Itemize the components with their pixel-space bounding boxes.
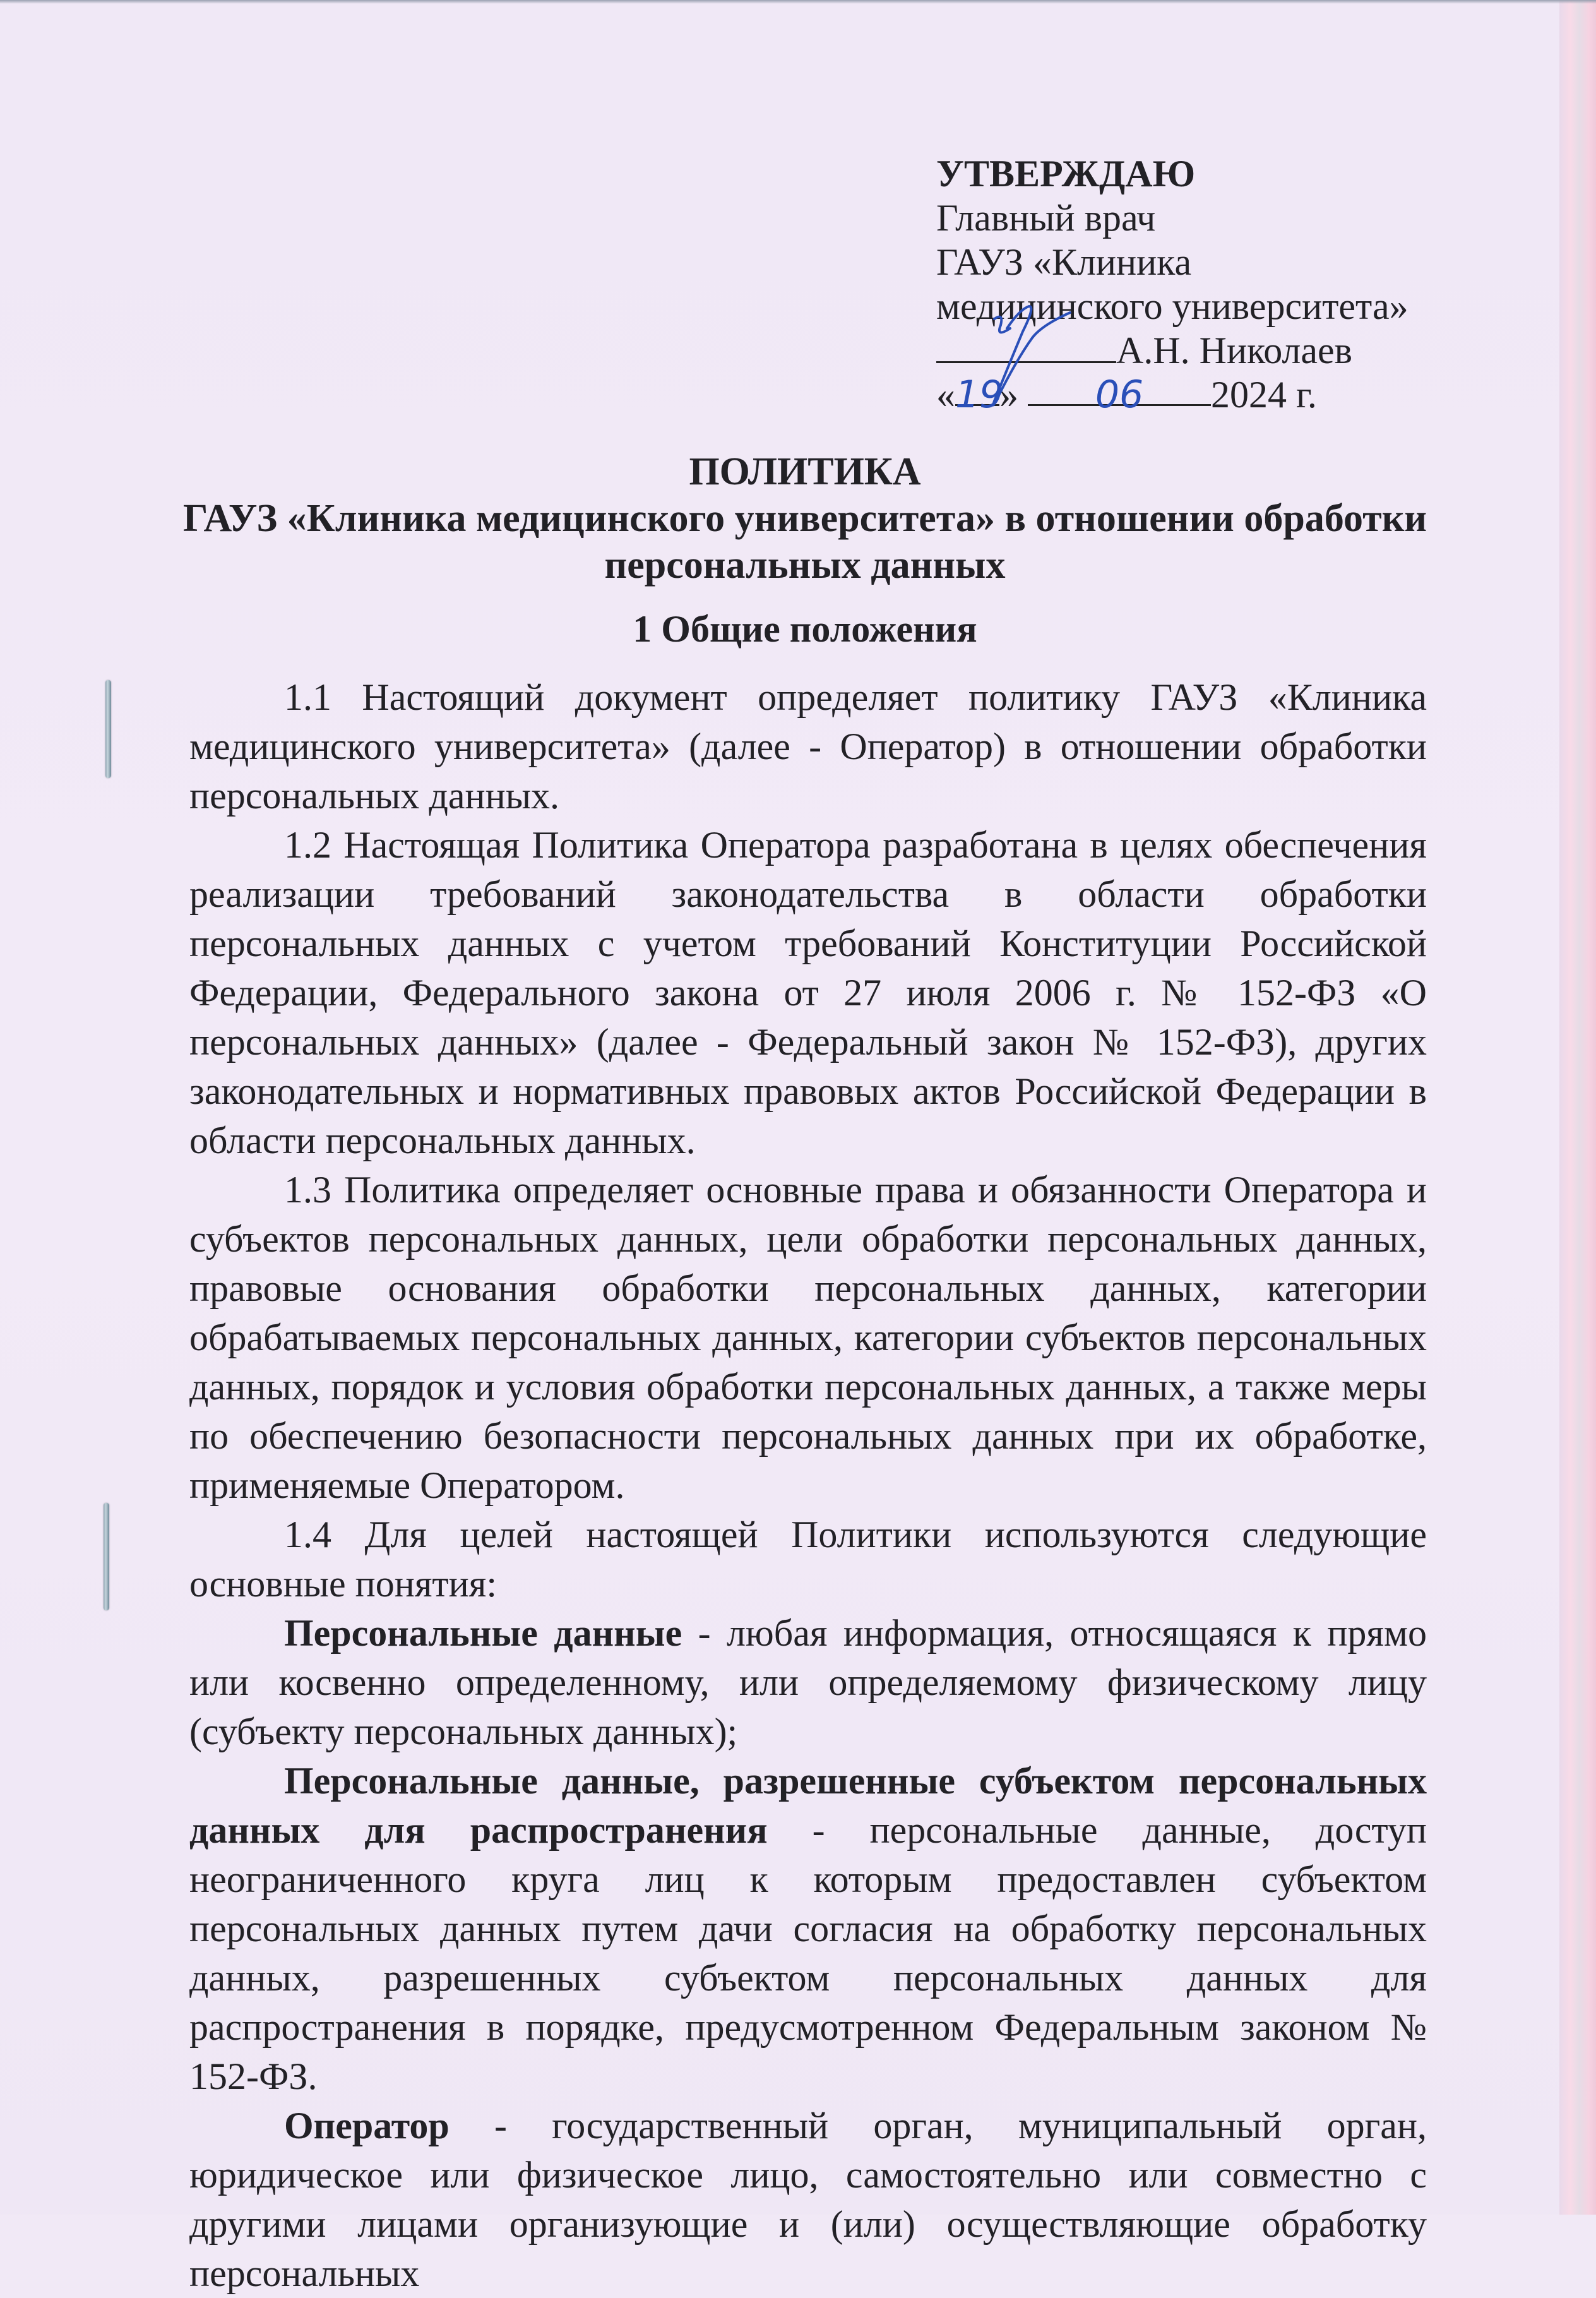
definition-text: - любая информация, относящаяся к прямо или косвенно определенному, или определяемому физическому лицу (субъекту персональных данных); xyxy=(189,1612,1427,1752)
title-line-3: персональных данных xyxy=(604,544,1006,587)
handwritten-signature-icon xyxy=(979,300,1073,420)
date-close-quote: » xyxy=(999,374,1018,416)
definition-text: - персональные данные, доступ неограниченного круга лиц к которым предоставлен субъектом персональных данных путем дачи согласия на обработку персональных данных, разрешенных субъектом персональных данных для распространения в порядке, предусмотренном Федеральным законом № 152-ФЗ. xyxy=(189,1809,1427,2097)
approver-org-line1: ГАУЗ «Клиника xyxy=(936,241,1192,283)
section-heading: 1 Общие положения xyxy=(633,608,977,650)
date-open-quote: « xyxy=(936,374,955,416)
definition xyxy=(189,1756,1427,2101)
paragraph: 1.3 Политика определяет основные права и обязанности Оператора и субъектов персональных данных, цели обработки персональных данных, правовые основания обработки персональных данных, категории обрабатываемых персональных данных, категории субъектов персональных данных, порядок и условия обработки персональных данных, а также меры по обеспечению безопасности персональных данных при их обработке, применяемые Оператором. xyxy=(189,1169,1427,1506)
approver-position: Главный врач xyxy=(936,197,1156,239)
signatory-name: А.Н. Николаев xyxy=(1116,330,1352,371)
date-month: 06 xyxy=(1095,373,1144,417)
document-body xyxy=(189,673,1427,2298)
definition-text: - государственный орган, муниципальный орган, юридическое или физическое лицо, самостоятельно или совместно с другими лицами организующие и (или) осуществляющие обработку персональных xyxy=(189,2105,1427,2294)
definition-term: Персональные данные, разрешенные субъектом персональных данных для распространения xyxy=(189,1760,1427,1851)
paragraph: 1.4 Для целей настоящей Политики используются следующие основные понятия: xyxy=(189,1514,1427,1605)
page-edge xyxy=(1559,0,1596,2215)
definition xyxy=(189,2101,1427,2298)
title-line-2: ГАУЗ «Клиника медицинского университета» в отношении обработки xyxy=(182,497,1427,540)
definition xyxy=(189,1608,1427,1756)
title-line-1: ПОЛИТИКА xyxy=(689,450,921,493)
date-day: 19 xyxy=(955,373,1004,417)
date-year: 2024 г. xyxy=(1211,374,1317,416)
approval-heading: УТВЕРЖДАЮ xyxy=(936,153,1196,194)
approver-org-line2: медицинского университета» xyxy=(936,285,1408,327)
staple-icon xyxy=(104,1503,109,1610)
paragraph: 1.2 Настоящая Политика Оператора разработана в целях обеспечения реализации требований законодательства в области обработки персональных данных с учетом требований Конституции Российской Федерации, Федерального закона от 27 июля 2006 г. № 152-ФЗ «О персональных данных» (далее - Федеральный закон № 152-ФЗ), других законодательных и нормативных правовых актов Российской Федерации в области персональных данных. xyxy=(189,824,1427,1161)
document-title xyxy=(158,448,1452,589)
scan-shadow xyxy=(0,0,1596,4)
staple-icon xyxy=(105,680,111,778)
definition-term: Персональные данные xyxy=(284,1612,682,1654)
paragraph: 1.1 Настоящий документ определяет политику ГАУЗ «Клиника медицинского университета» (далее - Оператор) в отношении обработки персональных данных. xyxy=(189,676,1427,817)
definition-term: Оператор xyxy=(284,2105,450,2146)
